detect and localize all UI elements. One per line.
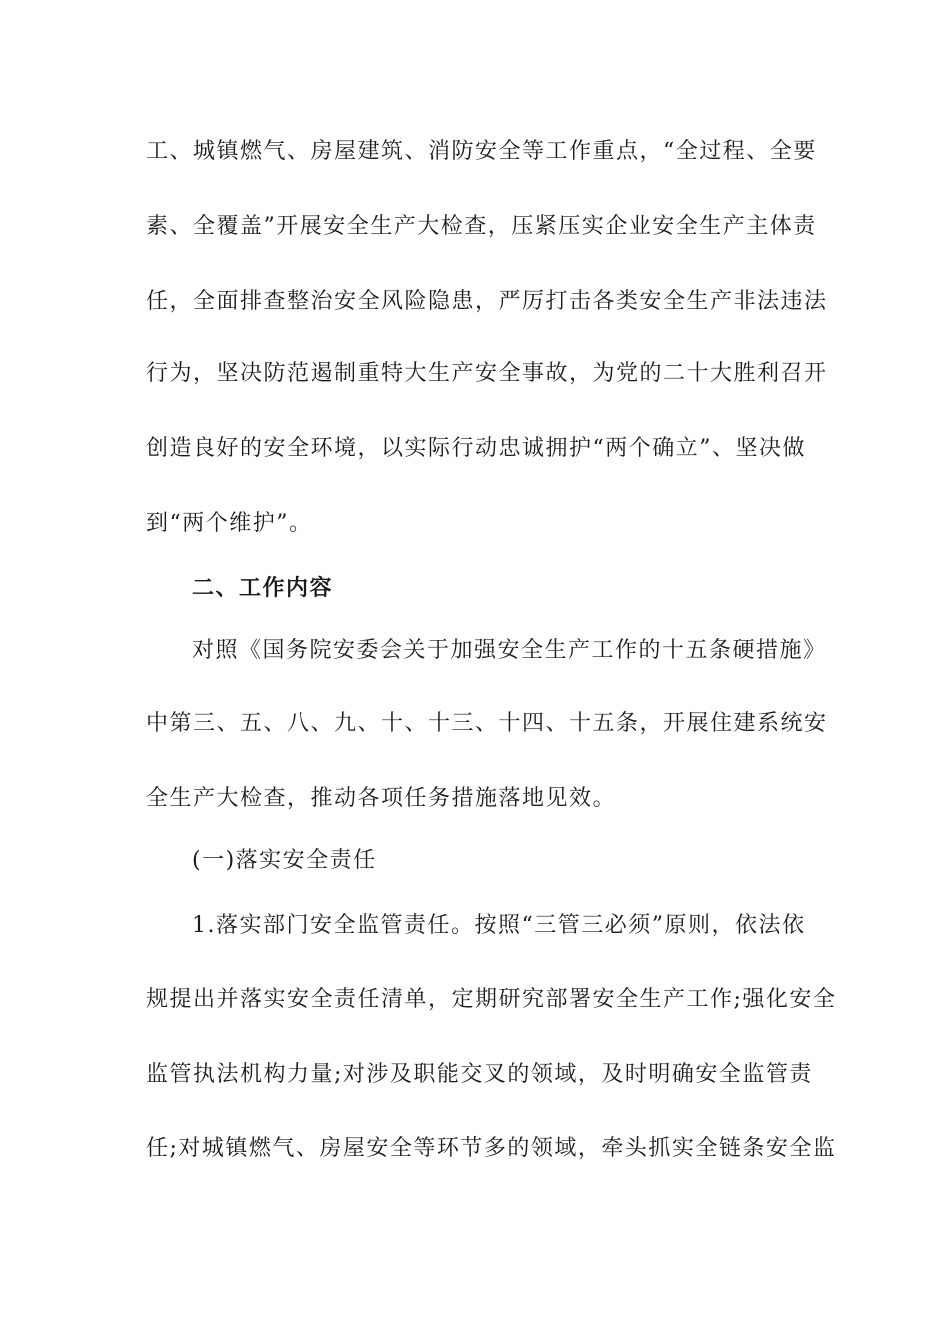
body-text-line: 中第三、五、八、九、十、十三、十四、十五条，开展住建系统安 [146,711,828,736]
body-text-line: 创造良好的安全环境，以实际行动忠诚拥护“两个确立”、坚决做 [146,436,806,461]
body-text-line: 素、全覆盖”开展安全生产大检查，压紧压实企业安全生产主体责 [146,214,817,239]
body-text-line: 1.落实部门安全监管责任。按照“三管三必须”原则，依法依 [192,913,806,938]
body-text-line: 规提出并落实安全责任清单，定期研究部署安全生产工作;强化安全 [146,987,837,1012]
body-text-line: 任，全面排查整治安全风险隐患，严厉打击各类安全生产非法违法 [146,289,828,314]
body-text-line: 工、城镇燃气、房屋建筑、消防安全等工作重点，“全过程、全要 [146,139,817,164]
body-text-line: 对照《国务院安委会关于加强安全生产工作的十五条硬措施》 [192,638,827,663]
body-text-line: 行为，坚决防范遏制重特大生产安全事故，为党的二十大胜利召开 [146,361,828,386]
section-heading: 二、工作内容 [192,576,334,601]
body-text-line: 任;对城镇燃气、房屋安全等环节多的领域，牵头抓实全链条安全监 [146,1136,837,1161]
body-text-line: 到“两个维护”。 [146,511,313,536]
body-text-line: 全生产大检查，推动各项任务措施落地见效。 [146,786,617,811]
body-text-line: 监管执法机构力量;对涉及职能交叉的领域，及时明确安全监管责 [146,1062,813,1087]
subsection-heading: (一)落实安全责任 [192,848,377,873]
